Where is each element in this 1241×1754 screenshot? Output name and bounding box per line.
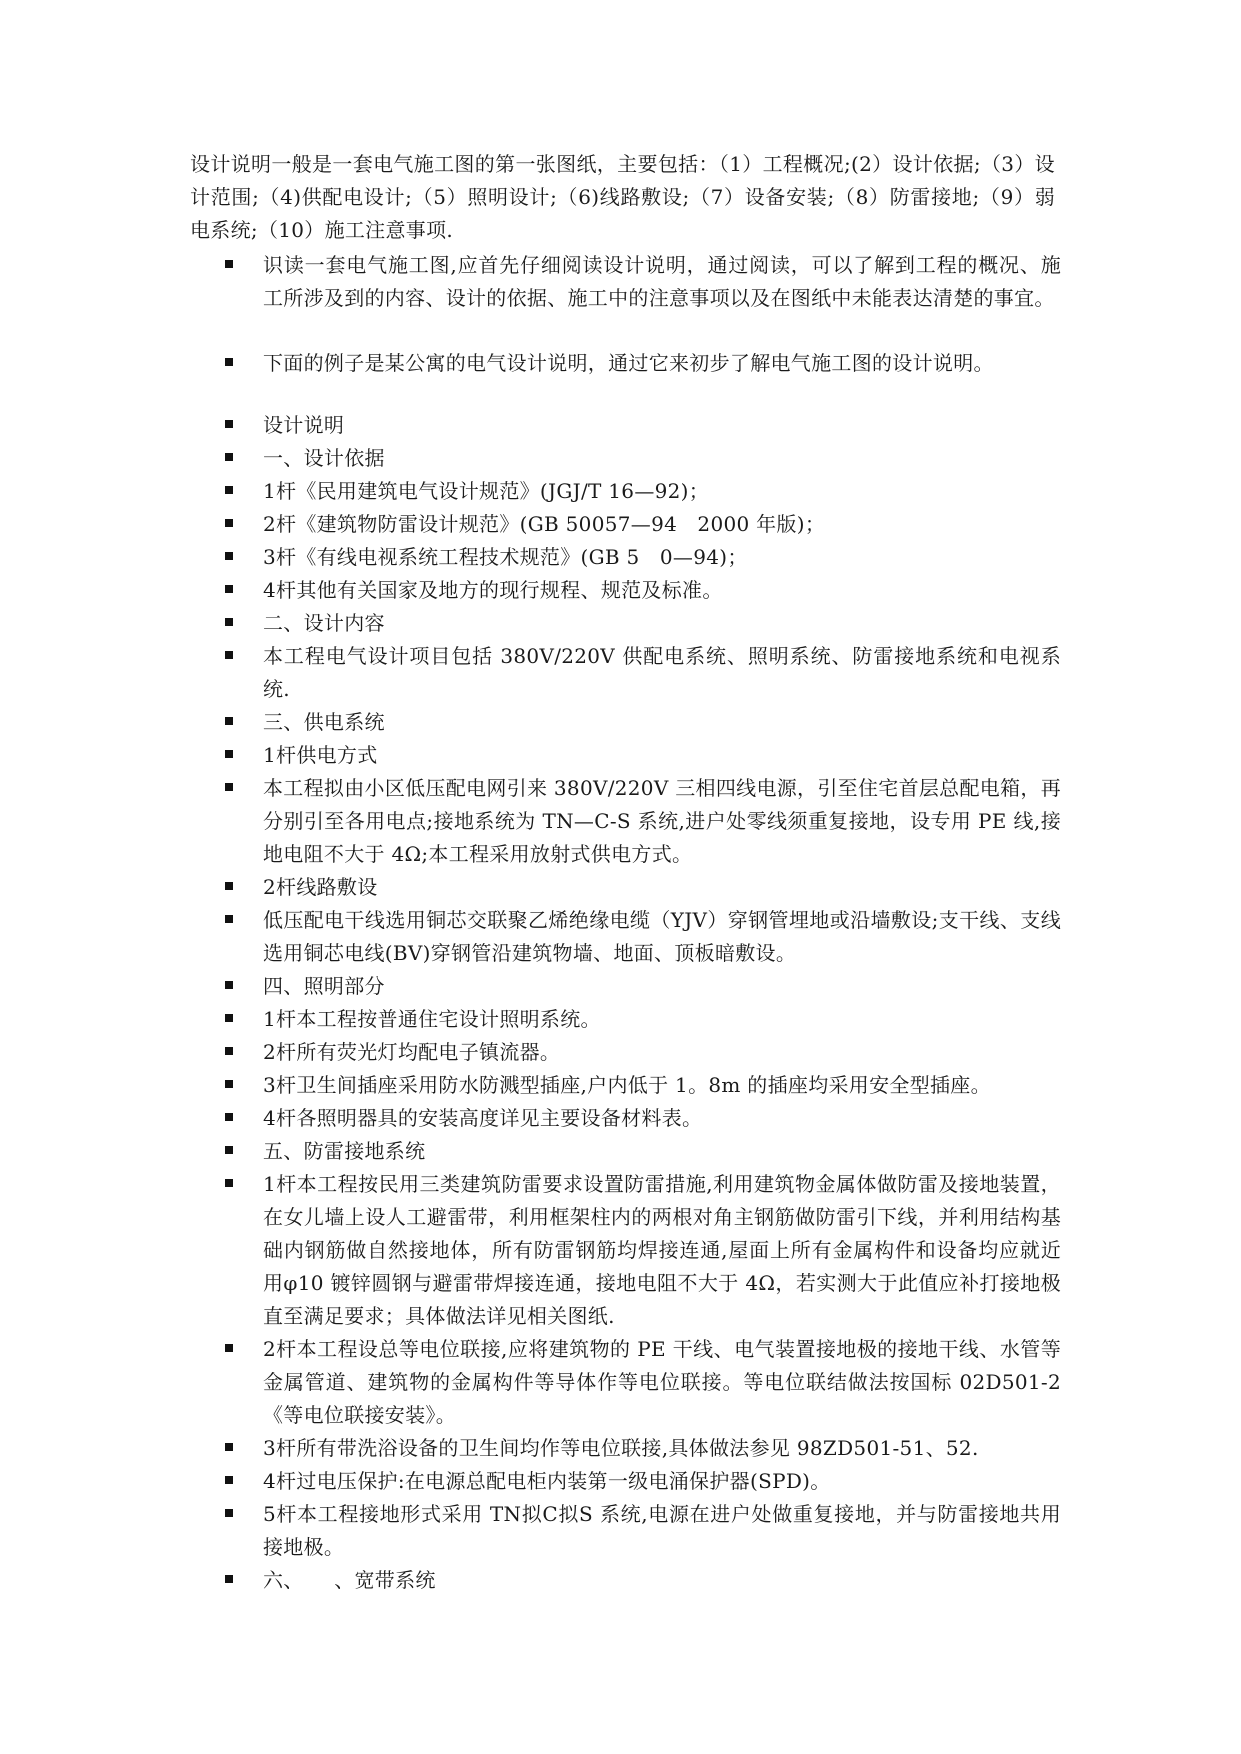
- square-bullet-icon: [225, 915, 233, 923]
- square-bullet-icon: [225, 519, 233, 527]
- list-item-text: 1杆《民用建筑电气设计规范》(JGJ/T 16—92)；: [263, 479, 710, 503]
- square-bullet-icon: [225, 1575, 233, 1583]
- list-item-text: 2杆《建筑物防雷设计规范》(GB 50057—94 2000 年版)；: [263, 512, 826, 536]
- square-bullet-icon: [225, 1476, 233, 1484]
- square-bullet-icon: [225, 1080, 233, 1088]
- list-item-text: 4杆过电压保护:在电源总配电柜内装第一级电涌保护器(SPD)。: [263, 1469, 831, 1493]
- list-item-text: 四、照明部分: [263, 974, 385, 998]
- list-item-text: 设计说明: [263, 413, 345, 437]
- list-item-text: 1杆本工程按民用三类建筑防雷要求设置防雷措施,利用建筑物金属体做防雷及接地装置，在女儿墙上设人工避雷带，利用框架柱内的两根对角主钢筋做防雷引下线，并利用结构基础内钢筋做自然接地体，所有防雷钢筋均焊接连通,屋面上所有金属构件和设备均应就近用φ10 镀锌圆钢与避雷带焊接连通，接地电阻不大于 4Ω，若实测大于此值应补打接地极直至满足要求；具体做法详见相关图纸.: [263, 1172, 1061, 1328]
- list-item-text: 2杆线路敷设: [263, 875, 378, 899]
- square-bullet-icon: [225, 453, 233, 461]
- square-bullet-icon: [225, 981, 233, 989]
- list-item-text: 本工程电气设计项目包括 380V/220V 供配电系统、照明系统、防雷接地系统和电视系统.: [263, 644, 1061, 701]
- list-item-text: 下面的例子是某公寓的电气设计说明，通过它来初步了解电气施工图的设计说明。: [263, 351, 994, 375]
- list-item-text: 5杆本工程接地形式采用 TN拟C拟S 系统,电源在进户处做重复接地，并与防雷接地共用接地极。: [263, 1502, 1061, 1559]
- square-bullet-icon: [225, 1113, 233, 1121]
- square-bullet-icon: [225, 651, 233, 659]
- list-item-text: 1杆本工程按普通住宅设计照明系统。: [263, 1007, 601, 1031]
- square-bullet-icon: [225, 1509, 233, 1517]
- list-item-text: 2杆本工程设总等电位联接,应将建筑物的 PE 干线、电气装置接地极的接地干线、水管等金属管道、建筑物的金属构件等导体作等电位联接。等电位联结做法按国标 02D501-2 《等电位联接安装》。: [263, 1337, 1061, 1427]
- square-bullet-icon: [225, 358, 233, 366]
- square-bullet-icon: [225, 750, 233, 758]
- list-item-text: 五、防雷接地系统: [263, 1139, 426, 1163]
- list-item-text: 2杆所有荧光灯均配电子镇流器。: [263, 1040, 561, 1064]
- list-item-text: 3杆卫生间插座采用防水防溅型插座,户内低于 1。8m 的插座均采用安全型插座。: [263, 1073, 991, 1097]
- square-bullet-icon: [225, 486, 233, 494]
- square-bullet-icon: [225, 260, 233, 268]
- square-bullet-icon: [225, 1344, 233, 1352]
- square-bullet-icon: [225, 1179, 233, 1187]
- list-item-text: 三、供电系统: [263, 710, 385, 734]
- square-bullet-icon: [225, 552, 233, 560]
- square-bullet-icon: [225, 1047, 233, 1055]
- square-bullet-icon: [225, 585, 233, 593]
- square-bullet-icon: [225, 1014, 233, 1022]
- list-item-text: 3杆所有带洗浴设备的卫生间均作等电位联接,具体做法参见 98ZD501-51、52.: [263, 1436, 979, 1460]
- square-bullet-icon: [225, 420, 233, 428]
- intro-paragraph: 设计说明一般是一套电气施工图的第一张图纸，主要包括：（1）工程概况;(2）设计依据;（3）设计范围;（4)供配电设计;（5）照明设计;（6)线路敷设;（7）设备安装;（8）防雷接地;（9）弱电系统;（10）施工注意事项.: [190, 152, 1055, 242]
- list-item-text: 二、设计内容: [263, 611, 385, 635]
- square-bullet-icon: [225, 882, 233, 890]
- square-bullet-icon: [225, 783, 233, 791]
- list-item-text: 六、 、宽带系统: [263, 1568, 436, 1592]
- list-item-text: 3杆《有线电视系统工程技术规范》(GB 5 0—94)；: [263, 545, 748, 569]
- square-bullet-icon: [225, 717, 233, 725]
- list-item-text: 低压配电干线选用铜芯交联聚乙烯绝缘电缆（YJV）穿钢管埋地或沿墙敷设;支干线、支线选用铜芯电线(BV)穿钢管沿建筑物墙、地面、顶板暗敷设。: [263, 908, 1061, 965]
- list-item-text: 本工程拟由小区低压配电网引来 380V/220V 三相四线电源，引至住宅首层总配电箱，再分别引至各用电点;接地系统为 TN—C-S 系统,进户处零线须重复接地，设专用 PE 线,接地电阻不大于 4Ω;本工程采用放射式供电方式。: [263, 776, 1061, 866]
- list-item-text: 识读一套电气施工图,应首先仔细阅读设计说明，通过阅读，可以了解到工程的概况、施工所涉及到的内容、设计的依据、施工中的注意事项以及在图纸中未能表达清楚的事宜。: [263, 253, 1061, 310]
- list-item-text: 1杆供电方式: [263, 743, 378, 767]
- square-bullet-icon: [225, 618, 233, 626]
- square-bullet-icon: [225, 1146, 233, 1154]
- list-item-text: 一、设计依据: [263, 446, 385, 470]
- square-bullet-icon: [225, 1443, 233, 1451]
- list-item-text: 4杆各照明器具的安装高度详见主要设备材料表。: [263, 1106, 703, 1130]
- list-item-text: 4杆其他有关国家及地方的现行规程、规范及标准。: [263, 578, 723, 602]
